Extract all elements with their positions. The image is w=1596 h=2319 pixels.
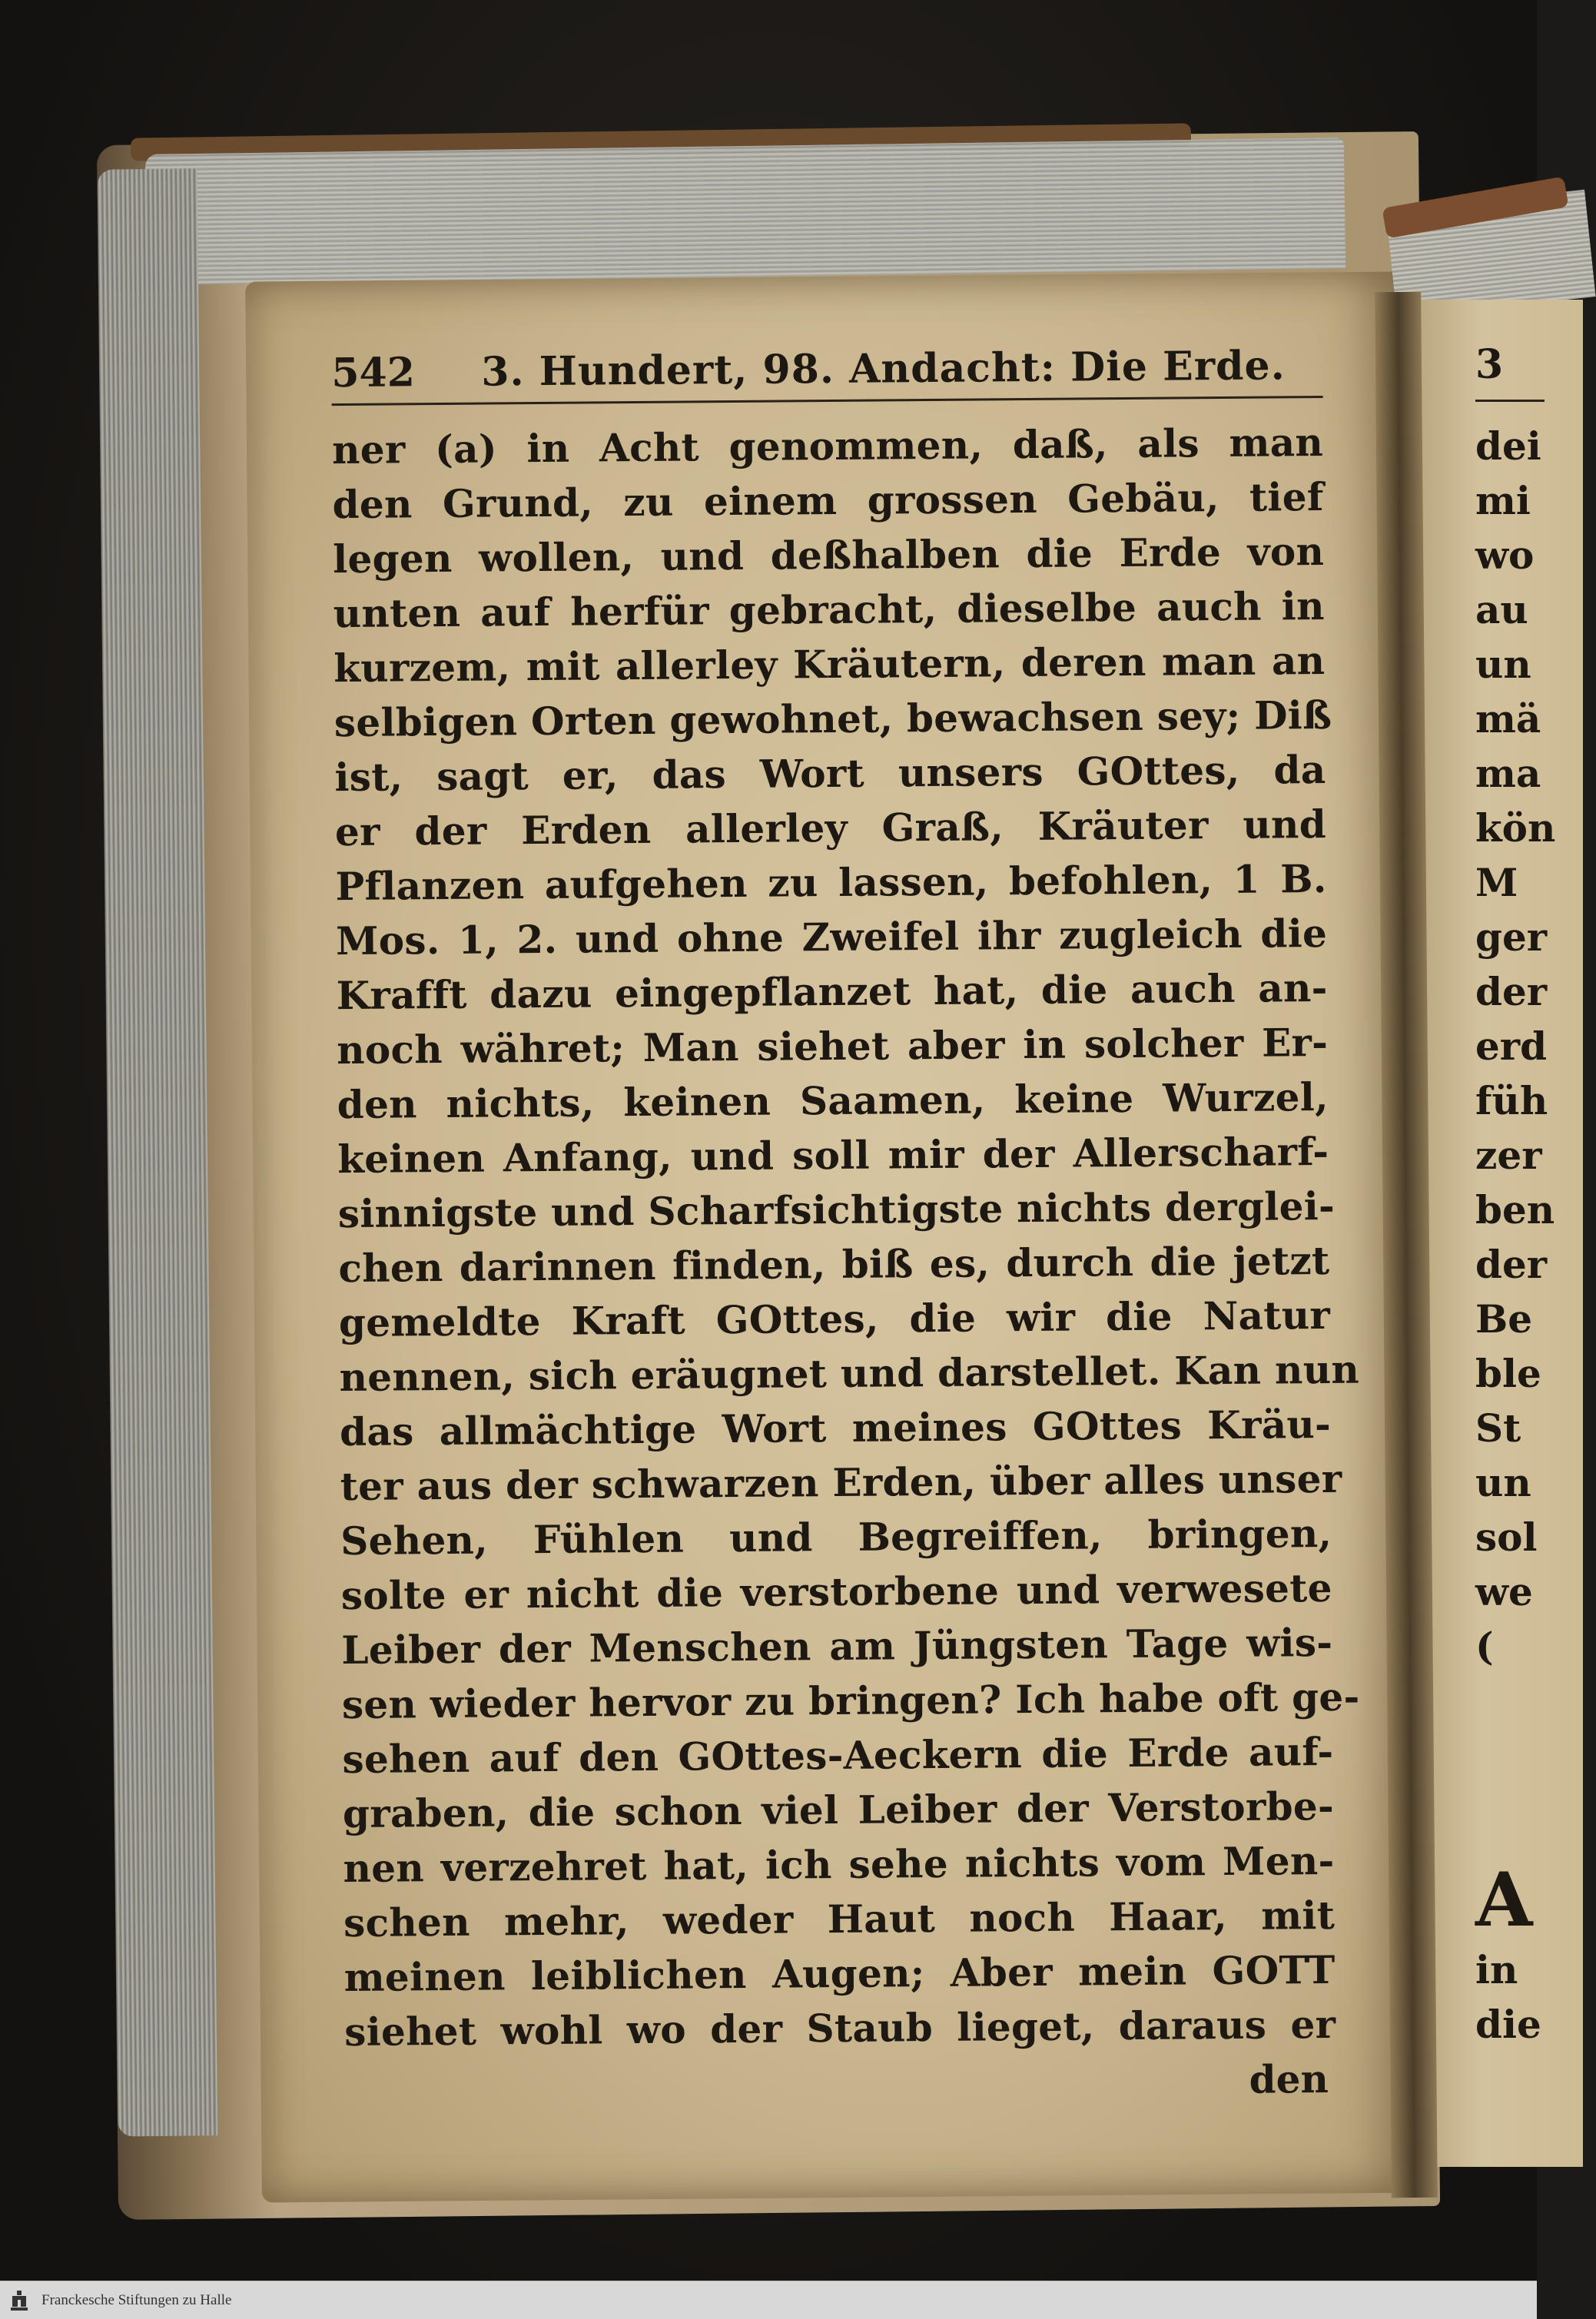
right-line-fragment: au <box>1475 587 1528 632</box>
right-line-fragment: dei <box>1475 423 1541 469</box>
text-line: selbigen Orten gewohnet, bewachsen sey; Diß <box>333 692 1332 746</box>
text-line: noch währet; Man siehet aber in solcher Er- <box>337 1019 1329 1073</box>
text-line: kurzem, mit allerley Kräutern, deren man an <box>333 637 1326 692</box>
right-line-fragment: ger <box>1475 914 1548 960</box>
text-line: solte er nicht die verstorbene und verwesete <box>340 1564 1333 1619</box>
initial-letter: A <box>1475 1856 1533 1943</box>
text-line: gemeldte Kraft GOttes, die wir die Natur <box>338 1292 1331 1346</box>
running-head-title: 3. Hundert, 98. Andacht: Die Erde. <box>481 342 1286 396</box>
text-line: Pflanzen aufgehen zu lassen, befohlen, 1 B. <box>335 855 1327 910</box>
text-line: schen mehr, weder Haut noch Haar, mit <box>343 1892 1336 1946</box>
text-line: den nichts, keinen Saamen, keine Wurzel, <box>337 1073 1329 1128</box>
right-line-fragment: in <box>1475 1947 1518 1992</box>
text-line: unten auf herfür gebracht, dieselbe auch in <box>333 582 1325 637</box>
page-number: 542 <box>331 349 416 397</box>
right-line-fragment: Be <box>1475 1296 1533 1342</box>
right-line-fragment: wo <box>1475 532 1535 578</box>
text-line: er der Erden allerley Graß, Kräuter und <box>334 801 1327 855</box>
text-line: den Grund, zu einem grossen Gebäu, tief <box>332 473 1324 528</box>
text-line: sen wieder hervor zu bringen? Ich habe oft ge- <box>341 1674 1360 1728</box>
right-line-fragment: zer <box>1475 1133 1542 1178</box>
text-line: Leiber der Menschen am Jüngsten Tage wis- <box>341 1619 1333 1674</box>
right-line-fragment: die <box>1475 2002 1541 2047</box>
text-line: ner (a) in Acht genommen, daß, als man <box>331 419 1324 473</box>
institution-name: Franckesche Stiftungen zu Halle <box>41 2291 232 2308</box>
right-line-fragment: sol <box>1475 1514 1538 1560</box>
right-line-fragment: kön <box>1475 805 1556 851</box>
text-line: sehen auf den GOttes-Aeckern die Erde auf- <box>342 1728 1334 1783</box>
catchword: den <box>1249 2055 1329 2102</box>
right-line-fragment: mi <box>1475 478 1531 523</box>
right-line-fragments <box>1475 419 1556 1674</box>
text-line: sinnigste und Scharfsichtigste nichts derglei- <box>337 1183 1336 1237</box>
right-line-fragment: der <box>1475 1242 1548 1287</box>
text-line: Mos. 1, 2. und ohne Zweifel ihr zugleich die <box>335 910 1328 964</box>
right-line-fragment: ble <box>1475 1351 1541 1396</box>
institution-logo-icon <box>6 2287 32 2314</box>
text-line: ist, sagt er, das Wort unsers GOttes, da <box>334 746 1326 801</box>
text-line: Sehen, Fühlen und Begreiffen, bringen, <box>340 1510 1332 1564</box>
right-line-fragment: St <box>1475 1405 1521 1451</box>
right-line-fragment: füh <box>1475 1078 1548 1123</box>
running-head <box>331 327 1323 406</box>
right-line-fragment: der <box>1475 969 1548 1014</box>
right-line-fragment: un <box>1475 642 1531 687</box>
page-edges-side <box>98 168 218 2136</box>
right-line-fragment: ben <box>1475 1187 1555 1232</box>
right-after-initial <box>1475 1942 1545 2052</box>
section-gap <box>1475 1674 1545 1858</box>
right-line-fragment: erd <box>1475 1023 1548 1069</box>
text-line: legen wollen, und deßhalben die Erde von <box>332 528 1325 582</box>
right-line-fragment: ma <box>1475 751 1541 796</box>
page-edges-top <box>145 138 1345 285</box>
left-page-text <box>331 327 1360 2114</box>
right-line-fragment: mä <box>1475 696 1541 741</box>
text-line: graben, die schon viel Leiber der Verstorbe- <box>342 1783 1335 1837</box>
right-running-head-fragment: 3 <box>1475 330 1545 402</box>
right-page-text <box>1475 330 1556 2052</box>
right-line-fragment: we <box>1475 1569 1533 1614</box>
text-line: keinen Anfang, und soll mir der Allerscharf- <box>337 1128 1329 1183</box>
text-line: ter aus der schwarzen Erden, über alles unser <box>340 1455 1342 1510</box>
footer-bar <box>0 2281 1537 2319</box>
text-line: meinen leiblichen Augen; Aber mein GOTT <box>343 1946 1336 2001</box>
text-line: siehet wohl wo der Staub lieget, daraus er <box>344 2001 1336 2055</box>
text-line: nennen, sich eräugnet und darstellet. Kan nun <box>339 1346 1360 1401</box>
text-line: nen verzehret hat, ich sehe nichts vom Men- <box>343 1837 1335 1892</box>
text-line: das allmächtige Wort meines GOttes Kräu- <box>339 1401 1332 1455</box>
text-line: Krafft dazu eingepflanzet hat, die auch an- <box>336 964 1328 1019</box>
right-line-fragment: M <box>1475 860 1518 905</box>
right-line-fragment: un <box>1475 1460 1531 1505</box>
text-line: chen darinnen finden, biß es, durch die jetzt <box>338 1237 1330 1292</box>
body-text <box>331 415 1360 2059</box>
right-line-fragment: ( <box>1475 1624 1494 1669</box>
